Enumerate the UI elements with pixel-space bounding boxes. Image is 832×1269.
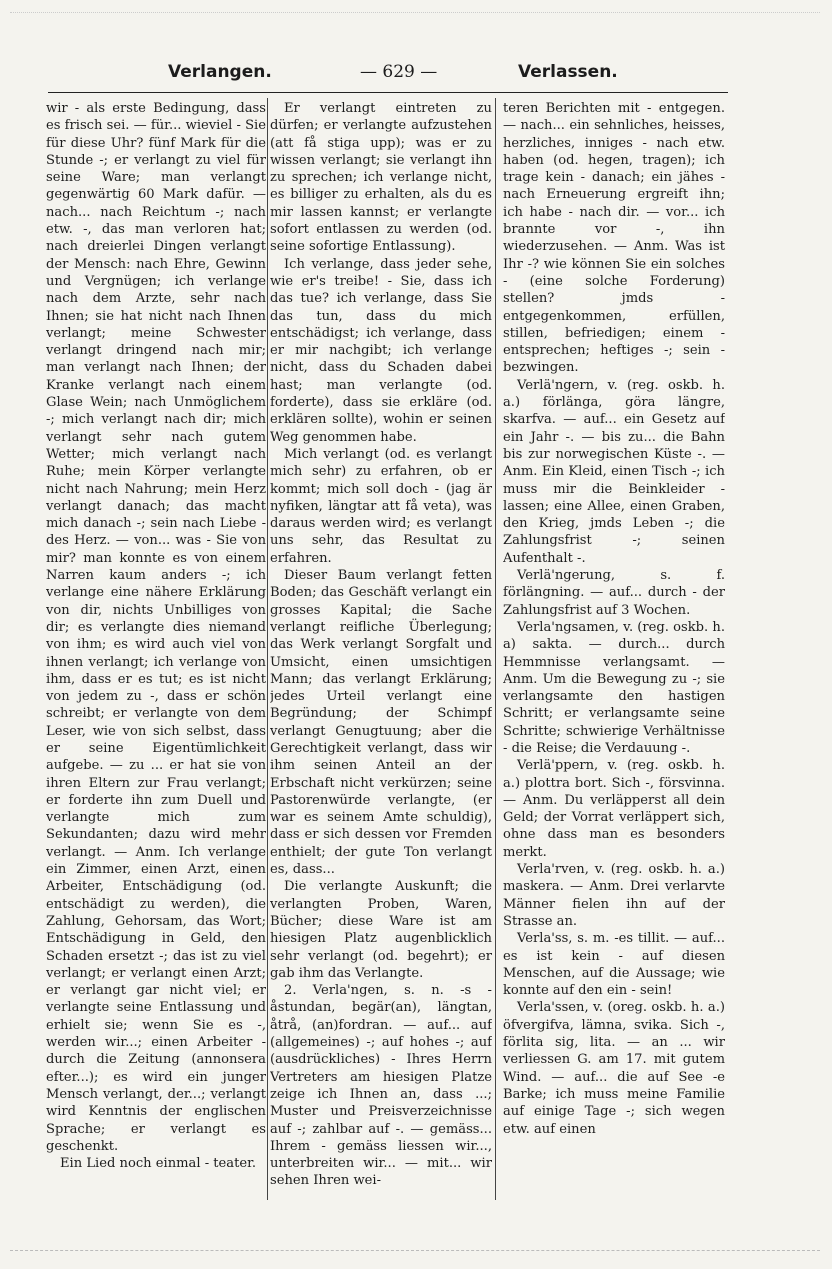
paragraph: Mich verlangt (od. es verlangt mich sehr) zu erfahren, ob er kommt; mich soll doch - (jag är nyfiken, längtar att få veta), was daraus werden wird; es verlangt uns sehr, das Resultat zu erfahren. (270, 446, 492, 566)
dictionary-entry: Verlä'ngerung, s. f. förlängning. — auf... durch - der Zahlungsfrist auf 3 Wochen. (503, 568, 725, 618)
page-number: — 629 — (360, 62, 438, 82)
paragraph: Dieser Baum verlangt fetten Boden; das Geschäft verlangt ein grosses Kapital; die Sache verlangt reifliche Überlegung; das Werk verlangt Sorgfalt und Umsicht, einen umsichtigen Mann; das verlangt Erklärung; jedes Urteil verlangt eine Begründung; der Schimpf verlangt Genugtuung; aber die Gerechtigkeit verlangt, dass wir ihm seinen Anteil an der Erbschaft nicht verkürzen; seine Pastorenwürde verlangte, (er war es seinem Amte schuldig), dass er sich dessen vor Fremden enthielt; der gute Ton verlangt es, dass... (270, 568, 492, 878)
paragraph: Ich verlange, dass jeder sehe, wie er's treibe! - Sie, dass ich das tue? ich verlange, dass Sie das tun, dass du mich entschädigst; ich verlange, dass er mir nachgibt; ich verlange nicht, dass du Schaden dabei hast; man verlangte (od. forderte), dass sie erkläre (od. erklären sollte), wohin er seinen Weg genommen habe. (270, 256, 492, 445)
dictionary-entry: Verla'rven, v. (reg. oskb. h. a.) maskera. — Anm. Drei verlarvte Männer fielen ihn auf der Strasse an. (503, 862, 725, 929)
paragraph: wir - als erste Bedingung, dass es frisch sei. — für... wieviel - Sie für diese Uhr? fünf Mark für die Stunde -; er verlangt zu viel für seine Ware; man verlangt gegenwärtig 60 Mark dafür. — nach... nach Reichtum -; nach etw. -, das man verloren hat; nach dreierlei Dingen verlangt der Mensch: nach Ehre, Gewinn und Vergnügen; ich verlange nach dem Arzte, sehr nach Ihnen; sie hat nicht nach Ihnen verlangt; meine Schwester verlangt dringend nach mir; man verlangt nach Ihnen; der Kranke verlangt nach einem Glase Wein; nach Unmöglichem -; mich verlangt nach dir; mich verlangt sehr nach gutem Wetter; mich verlangt nach Ruhe; mein Körper verlangte nicht nach Nahrung; mein Herz verlangt danach; das macht mich danach -; sein nach Liebe -des Herz. — von... was - Sie von mir? man konnte es von einem Narren kaum anders -; ich verlange eine nähere Erklärung von dir, nichts Unbilliges von dir; es verlangte dies niemand von ihm; es wird auch viel von ihnen verlangt; ich verlange von ihm, dass er es tut; es ist nicht von jedem zu -, dass er schön schreibt; er verlangte von dem Leser, wie von sich selbst, dass er seine Eigentümlichkeit aufgebe. — zu ... er hat sie von ihren Eltern zur Frau verlangt; er forderte ihn zum Duell und verlangte mich zum Sekundanten; dazu wird mehr verlangt. — Anm. Ich verlange ein Zimmer, einen Arzt, einen Arbeiter, Entschädigung (od. entschädigt zu werden), die Zahlung, Gehorsam, das Wort; Entschädigung in Geld, den Schaden ersetzt -; das ist zu viel verlangt; er verlangt einen Arzt; er verlangt gar nicht viel; er verlangte seine Entlassung und erhielt sie; wenn Sie es -, werden wir...; einen Arbeiter - durch die Zeitung (annonsera efter...); es wird ein junger Mensch verlangt, der...; verlangt wird Kenntnis der englischen Sprache; er verlangt es geschenkt. (46, 101, 266, 1154)
dictionary-entry: Verla'ssen, v. (oreg. oskb. h. a.) öfvergifva, lämna, svika. Sich -, förlita sig, lita. — an ... wir verliessen G. am 17. mit gutem Wind. — auf... die auf See -e Barke; ich muss meine Familie auf einige Tage -; sich wegen etw. auf einen (503, 1000, 725, 1137)
dictionary-entry: Verla'ngsamen, v. (reg. oskb. h. a) sakta. — durch... durch Hemmnisse verlangsamt. — Anm. Um die Bewegung zu -; sie verlangsamte den hastigen Schritt; er verlangsamte seine Schritte; schwierige Verhältnisse - die Reise; die Verdauung -. (503, 619, 725, 756)
dictionary-entry: 2. Verla'ngen, s. n. -s - åstundan, begär(an), längtan, åtrå, (an)fordran. — auf... auf (allgemeines) -; auf hohes -; auf (ausdrückliches) - Ihres Herrn Vertreters am hiesigen Platze zeige ich Ihnen an, dass ...; Muster und Preisverzeichnisse auf -; zahlbar auf -. — gemäss... Ihrem - gemäss liessen wir..., unterbreiten wir... — mit... wir sehen Ihren wei- (270, 983, 492, 1189)
text-column-2 (270, 100, 492, 1200)
header-rule (48, 92, 728, 93)
scan-edge-line (10, 12, 820, 13)
dictionary-entry: Verla'ss, s. m. -es tillit. — auf... es ist kein - auf diesen Menschen, auf die Aussage; wie konnte auf den ein - sein! (503, 931, 725, 999)
header-first-entry: Verlangen. (168, 62, 272, 82)
column-divider (267, 98, 268, 1200)
page-header (40, 60, 730, 86)
paragraph: Ein Lied noch einmal - teater. (60, 1156, 257, 1172)
text-column-1 (46, 100, 266, 1200)
paragraph: Er verlangt eintreten zu dürfen; er verlangte aufzustehen (att få stiga upp); was er zu wissen verlangt; sie verlangt ihn zu sprechen; ich verlange nicht, es billiger zu erhalten, als du es mir lassen kannst; er verlangte sofort entlassen zu werden (od. seine sofortige Entlassung). (270, 101, 492, 255)
header-last-entry: Verlassen. (518, 62, 618, 82)
paragraph: teren Berichten mit - entgegen. — nach... ein sehnliches, heisses, herzliches, inniges - nach etw. haben (od. hegen, tragen); ich trage kein - danach; ein jähes - nach Erneuerung ergreift ihn; ich habe - nach dir. — vor... ich brannte vor -, ihn wiederzusehen. — Anm. Was ist Ihr -? wie können Sie ein solches - (eine solche Forderung) stellen? jmds - entgegenkommen, erfüllen, stillen, befriedigen; einem - entsprechen; heftiges -; sein - bezwingen. (503, 101, 725, 376)
text-column-3 (503, 100, 725, 1200)
dictionary-entry: Verlä'ngern, v. (reg. oskb. h. a.) förlänga, göra längre, skarfva. — auf... ein Gesetz auf ein Jahr -. — bis zu... die Bahn bis zur norwegischen Küste -. — Anm. Ein Kleid, einen Tisch -; ich muss mir die Beinkleider - lassen; eine Allee, einen Graben, den Krieg, jmds Leben -; die Zahlungsfrist -; seinen Aufenthalt -. (503, 377, 725, 566)
paragraph: Die verlangte Auskunft; die verlangten Proben, Waren, Bücher; diese Ware ist am hiesigen Platz augenblicklich sehr verlangt (od. begehrt); er gab ihm das Verlangte. (270, 879, 492, 981)
dictionary-entry: Verlä'ppern, v. (reg. oskb. h. a.) plottra bort. Sich -, försvinna. — Anm. Du verläpperst all dein Geld; der Vorrat verläppert sich, ohne dass man es besonders merkt. (503, 758, 725, 860)
scan-edge-line (10, 1250, 820, 1251)
column-divider (495, 98, 496, 1200)
